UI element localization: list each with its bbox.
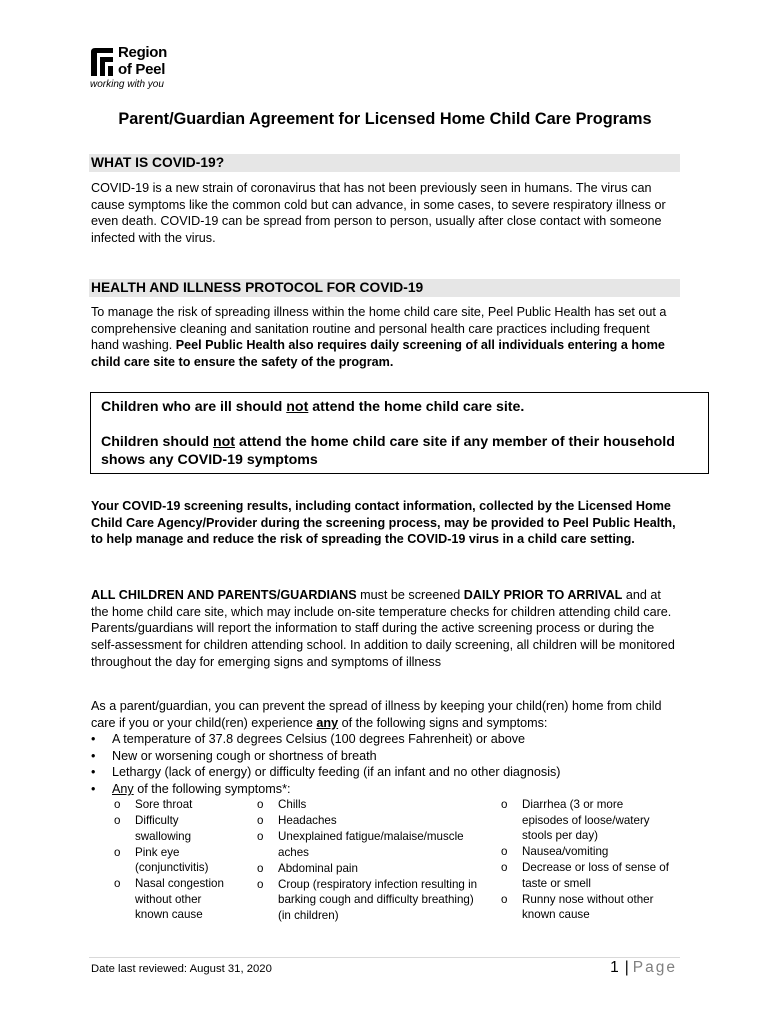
list-item: o Nasal congestion without other known cause	[112, 876, 237, 923]
list-item: o Nausea/vomiting	[499, 844, 679, 860]
notice-line-ill: Children who are ill should not attend the home child care site.	[101, 399, 525, 415]
list-item: • Any of the following symptoms*:	[91, 781, 681, 798]
daily-screening-paragraph: ALL CHILDREN AND PARENTS/GUARDIANS must be screened DAILY PRIOR TO ARRIVAL and at the home child care site, which may include on-site temperature checks for children attending child care. Parents/guardians will report the information to staff during the active screening process or during the self-assessment for children attending school. In addition to daily screening, all children will be monitored throughout the day for emerging signs and symptoms of illness	[91, 588, 675, 669]
list-item: • Lethargy (lack of energy) or difficulty feeding (if an infant and no other diagnosis)	[91, 764, 681, 781]
protocol-bold-text: Peel Public Health also requires daily screening of all individuals entering a home child care site to ensure the safety of the program.	[91, 338, 665, 370]
symptoms-column-2	[255, 797, 487, 924]
emphasis-not: not	[212, 433, 235, 450]
prevent-paragraph: As a parent/guardian, you can prevent the spread of illness by keeping your child(ren) home from child care if you or your child(ren) experience any of the following signs and symptoms:	[91, 699, 662, 730]
section-heading-what-is-covid: WHAT IS COVID-19?	[89, 154, 680, 172]
date-last-reviewed: Date last reviewed: August 31, 2020	[91, 963, 272, 975]
footer-divider	[89, 957, 680, 958]
screening-results-paragraph: Your COVID-19 screening results, including contact information, collected by the Licensed Home Child Care Agency/Provider during the screening process, may be provided to Peel Public Health, to help manage and reduce the risk of spreading the COVID-19 virus in a child care setting.	[91, 499, 676, 547]
list-item: o Pink eye (conjunctivitis)	[112, 845, 237, 876]
symptoms-column-1	[112, 797, 237, 923]
list-item: o Decrease or loss of sense of taste or smell	[499, 860, 672, 891]
page-label: Page	[632, 959, 677, 976]
region-of-peel-logo	[89, 44, 189, 94]
notice-box	[90, 392, 709, 474]
protocol-paragraph	[91, 304, 681, 371]
list-item: o Headaches	[255, 813, 487, 829]
document-title: Parent/Guardian Agreement for Licensed Home Child Care Programs	[118, 110, 652, 128]
list-item: o Sore throat	[112, 797, 237, 813]
protocol-text: To manage the risk of spreading illness within the home child care site, Peel Public Health has set out a comprehensive cleaning and sanitation routine and personal health care practices including frequent hand washing.	[91, 305, 667, 353]
peel-logo-icon	[89, 46, 115, 76]
logo-name-line2: of Peel	[118, 61, 166, 78]
list-item: o Chills	[255, 797, 487, 813]
logo-name-line1: Region	[118, 44, 168, 61]
page-separator: |	[624, 959, 629, 976]
list-item: o Abdominal pain	[255, 861, 487, 877]
emphasis-any: any	[316, 715, 339, 730]
list-item: o Croup (respiratory infection resulting in barking cough and difficulty breathing) (in children)	[255, 877, 487, 924]
list-item: • New or worsening cough or shortness of breath	[91, 748, 681, 765]
list-item: o Unexplained fatigue/malaise/muscle aches	[255, 829, 487, 860]
section-heading-protocol: HEALTH AND ILLNESS PROTOCOL FOR COVID-19	[89, 279, 680, 297]
emphasis-not: not	[286, 399, 309, 415]
notice-line-household: Children should not attend the home child care site if any member of their household shows any COVID-19 symptoms	[101, 433, 675, 468]
list-item: • A temperature of 37.8 degrees Celsius (100 degrees Fahrenheit) or above	[91, 731, 681, 748]
covid-description: COVID-19 is a new strain of coronavirus that has not been previously seen in humans. The virus can cause symptoms like the common cold but can advance, in some cases, to severe respiratory illness or even death. COVID-19 can be spread from person to person, usually after close contact with someone infected with the virus.	[91, 181, 666, 246]
list-item: o Runny nose without other known cause	[499, 892, 672, 923]
logo-tagline: working with you	[90, 79, 164, 90]
symptoms-column-3	[499, 797, 679, 923]
page-indicator	[610, 959, 677, 977]
list-item: o Difficulty swallowing	[112, 813, 210, 844]
list-item: o Diarrhea (3 or more episodes of loose/watery stools per day)	[499, 797, 662, 844]
symptom-bullet-list	[91, 731, 681, 798]
page-number: 1	[610, 959, 619, 976]
